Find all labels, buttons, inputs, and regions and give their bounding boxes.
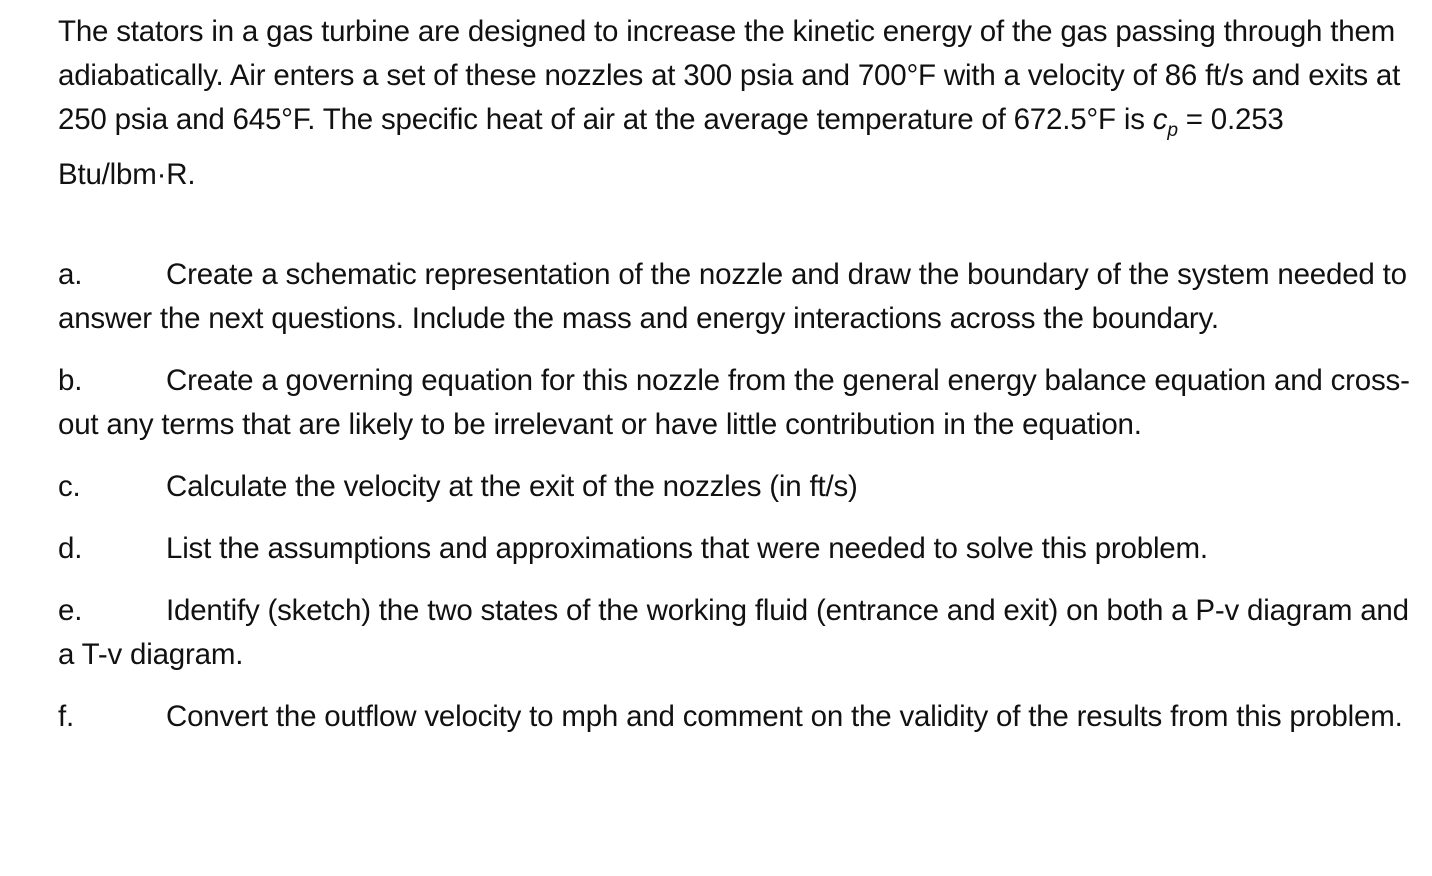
question-text: Identify (sketch) the two states of the working fluid (entrance and exit) on both a P-v diagram and a T-v diagram. xyxy=(58,593,1409,671)
question-marker: a. xyxy=(58,257,83,291)
question-d xyxy=(58,527,1428,571)
question-f xyxy=(58,695,1428,739)
problem-statement xyxy=(58,10,1428,197)
question-marker: b. xyxy=(58,363,83,397)
question-marker: e. xyxy=(58,593,83,627)
question-a xyxy=(58,253,1428,341)
question-marker: f. xyxy=(58,699,74,733)
question-marker: c. xyxy=(58,469,81,503)
question-text: Create a governing equation for this nozzle from the general energy balance equation and cross-out any terms that are likely to be irrelevant or have little contribution in the equation. xyxy=(58,363,1410,441)
question-text: Calculate the velocity at the exit of the nozzles (in ft/s) xyxy=(166,469,858,503)
question-text: Create a schematic representation of the nozzle and draw the boundary of the system needed to answer the next questions. Include the mass and energy interactions across the boundary. xyxy=(58,257,1407,335)
problem-statement-text: The stators in a gas turbine are designed to increase the kinetic energy of the gas passing through them adiabatically. Air enters a set of these nozzles at 300 psia and 700°F with a velocity of 86 ft/s and exits at 250 psia and 645°F. The specific heat of air at the average temperature of 672.5°F is xyxy=(58,15,1401,136)
question-text: Convert the outflow velocity to mph and comment on the validity of the results from this problem. xyxy=(166,699,1403,733)
question-e xyxy=(58,589,1428,677)
question-b xyxy=(58,359,1428,447)
specific-heat-value: = 0.253 Btu/lbm·R. xyxy=(58,103,1284,191)
question-c xyxy=(58,465,1428,509)
specific-heat-subscript: p xyxy=(1167,119,1178,141)
question-marker: d. xyxy=(58,531,83,565)
question-text: List the assumptions and approximations that were needed to solve this problem. xyxy=(166,531,1208,565)
specific-heat-symbol: $c_p$ xyxy=(1152,103,1178,141)
document-body xyxy=(58,10,1428,739)
